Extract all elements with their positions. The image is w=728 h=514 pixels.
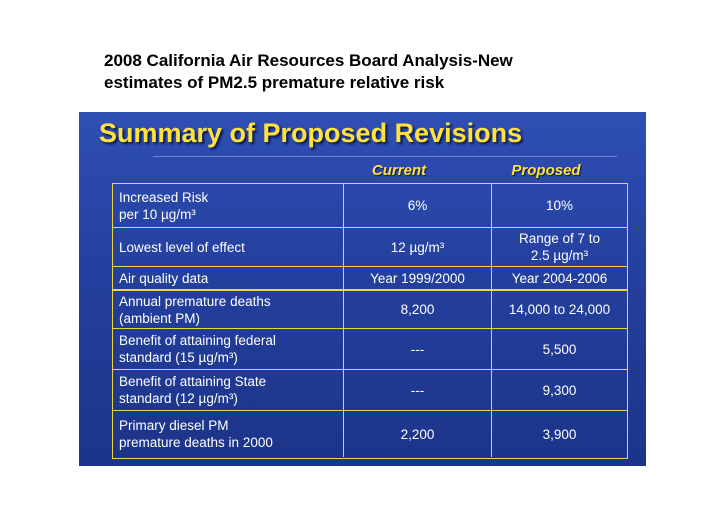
revisions-table [112,183,628,459]
row-label [113,228,343,266]
proposed-value [491,291,627,328]
row-label-line: (ambient PM) [119,310,201,326]
page-title [104,50,664,94]
row-label [113,329,343,369]
proposed-value [491,184,627,227]
row-label-line: standard (15 µg/m³) [119,350,238,365]
row-label-line: standard (12 µg/m³) [119,391,238,406]
table-row [113,289,627,328]
current-value [343,184,491,227]
slide-image [79,112,646,466]
page-title-line-2: estimates of PM2.5 premature relative risk [104,73,445,92]
table-row [113,328,627,369]
current-value [343,267,491,289]
current-value [343,329,491,369]
table-row [113,266,627,289]
row-label-line: Air quality data [119,270,209,286]
current-value-line: 12 µg/m³ [390,239,445,255]
table-row [113,184,627,227]
proposed-value [491,228,627,266]
proposed-value [491,411,627,457]
proposed-value-line: 2.5 µg/m³ [530,248,589,263]
row-label [113,411,343,457]
current-value [343,228,491,266]
row-label [113,184,343,227]
proposed-value [491,329,627,369]
row-label-line: Primary diesel PM [119,418,229,433]
proposed-value [491,370,627,410]
proposed-value-line: 5,500 [542,341,577,357]
row-label-line: Increased Risk [119,189,209,205]
proposed-value-line: Range of 7 to [518,231,601,246]
row-label-line: Benefit of attaining State [119,374,267,389]
proposed-value-line: Year 2004-2006 [511,270,608,286]
table-row [113,369,627,410]
current-value-line: --- [410,341,425,357]
current-value [343,411,491,457]
proposed-value-line: 9,300 [542,382,577,398]
proposed-value-line: 3,900 [542,426,577,442]
proposed-value-line: 14,000 to 24,000 [508,302,611,317]
current-value-line: --- [410,382,425,398]
proposed-value [491,267,627,289]
current-value [343,370,491,410]
proposed-value-line: 10% [545,198,574,213]
row-label-line: Annual premature deaths [119,293,271,309]
slide-title: Summary of Proposed Revisions [99,118,523,148]
page-title-line-1: 2008 California Air Resources Board Analysis-New [104,51,513,70]
current-value-line: 6% [407,198,428,213]
row-label [113,291,343,328]
current-value-line: Year 1999/2000 [370,270,465,286]
column-header-proposed: Proposed [511,162,581,179]
row-label-line: premature deaths in 2000 [119,435,273,450]
table-row [113,410,627,457]
title-divider [153,156,617,157]
row-label-line: Benefit of attaining federal [119,333,276,348]
column-header-current: Current [371,162,427,179]
row-label-line: per 10 µg/m³ [119,206,196,222]
table-row [113,227,627,266]
row-label [113,370,343,410]
current-value-line: 2,200 [400,426,435,442]
current-value [343,291,491,328]
row-label-line: Lowest level of effect [119,239,245,255]
row-label [113,267,343,289]
current-value-line: 8,200 [400,302,435,317]
